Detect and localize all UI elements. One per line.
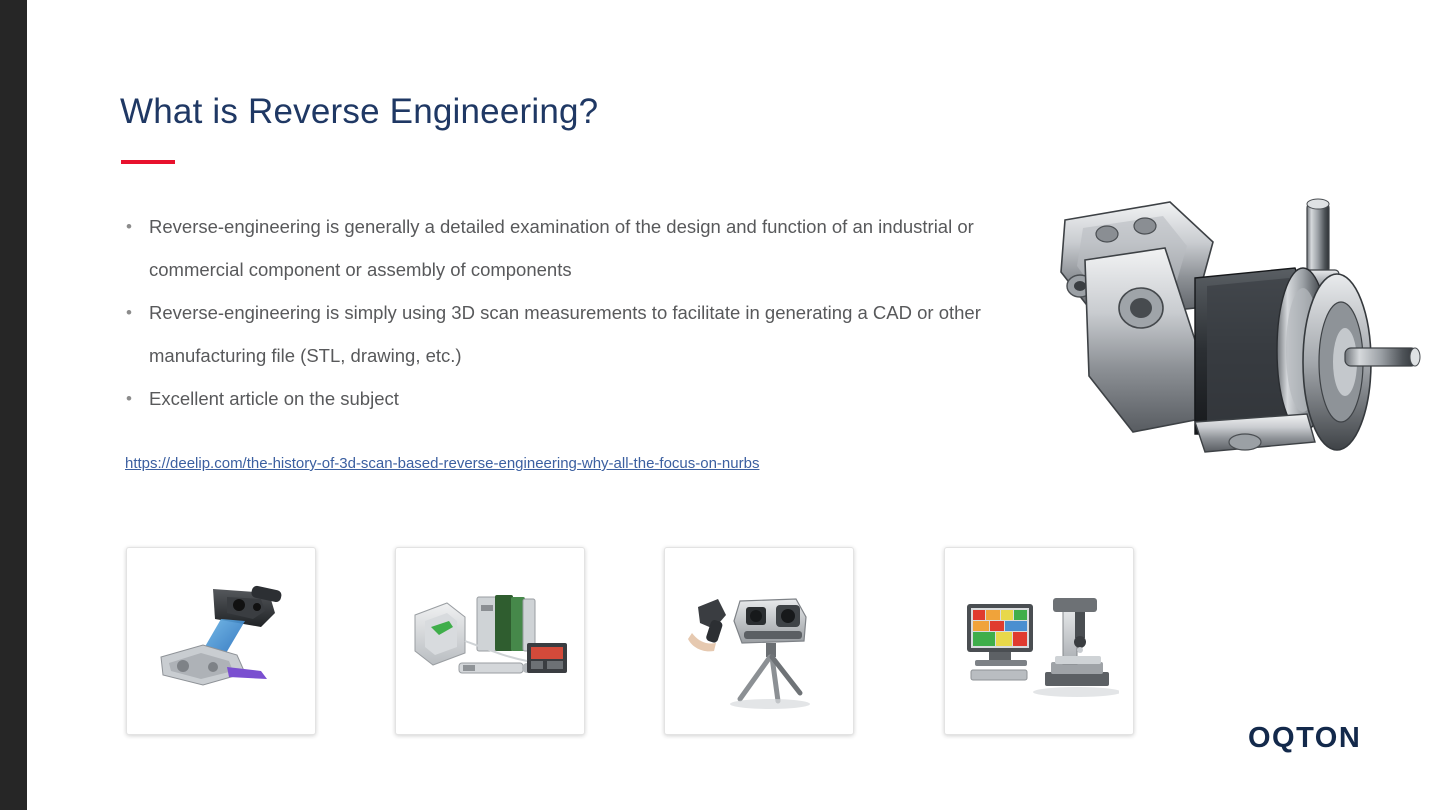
bullet-list: [121, 205, 1021, 420]
list-item: • Reverse-engineering is generally a detailed examination of the design and function of an industrial or commercial component or assembly of components: [121, 205, 1021, 291]
thumbnail-card[interactable]: [664, 547, 854, 735]
portable-scanner-on-tripod-thumbnail: [665, 548, 853, 734]
thumbnail-card[interactable]: [126, 547, 316, 735]
thumbnail-card[interactable]: [395, 547, 585, 735]
title-underline-accent: [121, 160, 175, 164]
oqton-logo: OQTON: [1248, 722, 1362, 754]
page-title: What is Reverse Engineering?: [120, 92, 599, 131]
cmm-inspection-workstation-thumbnail: [945, 548, 1133, 734]
hero-pump-image: [1045, 190, 1425, 480]
article-link[interactable]: https://deelip.com/the-history-of-3d-scan-based-reverse-engineering-why-all-the-focus-on-nurbs: [125, 455, 760, 472]
laser-measurement-sensor-devices-thumbnail: [396, 548, 584, 734]
handheld-3d-scanner-scanning-part-thumbnail: [127, 548, 315, 734]
list-item: • Excellent article on the subject: [121, 377, 1021, 420]
thumbnail-card[interactable]: [944, 547, 1134, 735]
left-accent-rail: [0, 0, 27, 810]
list-item: • Reverse-engineering is simply using 3D scan measurements to facilitate in generating a CAD or other manufacturing file (STL, drawing, etc.): [121, 291, 1021, 377]
